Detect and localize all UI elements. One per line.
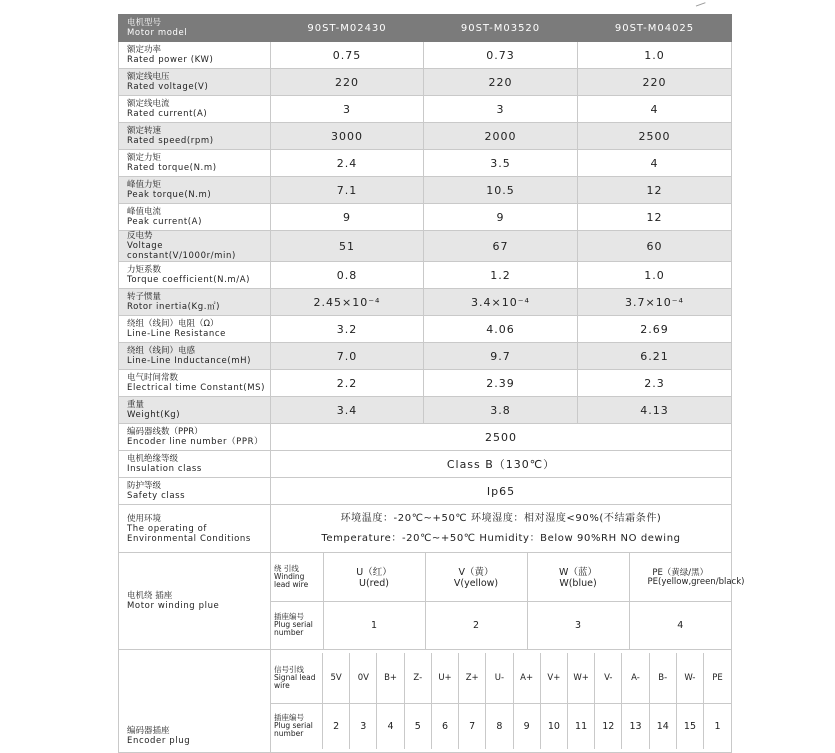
spec-row xyxy=(119,316,732,343)
winding-row xyxy=(119,553,732,650)
wire-pe xyxy=(629,553,745,601)
merged-row xyxy=(119,478,732,505)
header-row xyxy=(119,15,732,42)
spec-value: 3.4 xyxy=(271,397,424,424)
model-2-header: 90ST-M03520 xyxy=(424,15,578,42)
merged-row xyxy=(119,451,732,478)
spec-value: 7.0 xyxy=(271,343,424,370)
environment-value xyxy=(271,505,732,553)
encoder-plug-number: 6 xyxy=(431,703,458,749)
spec-label-en: Rated speed(rpm) xyxy=(127,136,214,146)
encoder-plug-number: 13 xyxy=(622,703,649,749)
encoder-cell xyxy=(271,650,732,753)
environment-label-en2: Environmental Conditions xyxy=(127,533,251,544)
spec-value: 220 xyxy=(424,69,578,96)
spec-label-zh: 额定线电流 xyxy=(127,99,170,109)
encoder-plug-row xyxy=(271,703,731,749)
spec-label-zh: 反电势 xyxy=(127,231,153,241)
winding-plug-row xyxy=(271,601,731,649)
encoder-row xyxy=(119,650,732,753)
spec-label xyxy=(119,289,271,316)
spec-value: 2.45×10⁻⁴ xyxy=(271,289,424,316)
encoder-table xyxy=(271,653,731,749)
environment-row xyxy=(119,505,732,553)
merged-label xyxy=(119,424,271,451)
winding-plug-label-en2: number xyxy=(274,628,304,638)
spec-label-en: Peak current(A) xyxy=(127,217,202,227)
spec-value: 2.2 xyxy=(271,370,424,397)
spec-label-zh: 额定力矩 xyxy=(127,153,162,163)
winding-wire-row xyxy=(271,553,731,601)
spec-label xyxy=(119,316,271,343)
spec-value: 3.7×10⁻⁴ xyxy=(578,289,732,316)
spec-row xyxy=(119,123,732,150)
environment-line-zh: 环境温度：-20℃~+50℃ 环境湿度：相对湿度<90%(不结霜条件) xyxy=(340,512,662,524)
wire-v-zh: V（黄） xyxy=(458,567,494,579)
winding-plug-label xyxy=(271,601,323,649)
spec-row xyxy=(119,177,732,204)
spec-label-en: Electrical time Constant(MS) xyxy=(127,383,266,393)
wire-label-zh: 绕 引线 xyxy=(274,563,299,573)
spec-label-en: Rated torque(N.m) xyxy=(127,163,217,173)
spec-table xyxy=(118,14,745,753)
spec-row xyxy=(119,96,732,123)
spec-label xyxy=(119,42,271,69)
signal-label-zh: 信号引线 xyxy=(274,664,304,674)
encoder-plug-number: 2 xyxy=(323,703,350,749)
winding-plug-4: 4 xyxy=(629,601,731,649)
merged-label xyxy=(119,451,271,478)
wire-pe-en: PE(yellow,green/black) xyxy=(647,577,745,588)
encoder-plug-number: 12 xyxy=(595,703,622,749)
spec-label-zh: 电气时间常数 xyxy=(127,373,179,383)
winding-table xyxy=(271,553,745,649)
encoder-signal: PE xyxy=(704,653,731,703)
corner-mark xyxy=(694,0,705,7)
merged-value: 2500 xyxy=(271,424,732,451)
header-label-en: Motor model xyxy=(127,28,188,38)
spec-label-zh: 重量 xyxy=(127,400,145,410)
merged-label-en: Insulation class xyxy=(127,464,202,474)
spec-value: 10.5 xyxy=(424,177,578,204)
merged-label-en: Encoder line number（PPR） xyxy=(127,437,264,447)
encoder-signal: W- xyxy=(676,653,703,703)
spec-value: 3.4×10⁻⁴ xyxy=(424,289,578,316)
signal-label-en1: Signal lead xyxy=(274,672,316,682)
spec-label-zh: 额定转速 xyxy=(127,126,162,136)
spec-label-en: Line-Line Resistance xyxy=(127,329,227,339)
spec-row xyxy=(119,150,732,177)
spec-label xyxy=(119,123,271,150)
spec-row xyxy=(119,204,732,231)
wire-w xyxy=(527,553,629,601)
spec-value: 51 xyxy=(271,231,424,262)
spec-value: 3.8 xyxy=(424,397,578,424)
encoder-signal: V- xyxy=(595,653,622,703)
spec-label-en: Rated power (KW) xyxy=(127,55,214,65)
merged-label-zh: 电机绝缘等级 xyxy=(127,454,179,464)
spec-label-zh: 转子惯量 xyxy=(127,292,162,302)
environment-label-zh: 使用环境 xyxy=(127,513,162,524)
spec-value: 2.69 xyxy=(578,316,732,343)
merged-label-en: Safety class xyxy=(127,491,186,501)
encoder-label-en: Encoder plug xyxy=(127,736,191,746)
encoder-signal: W+ xyxy=(567,653,594,703)
spec-label xyxy=(119,370,271,397)
spec-row xyxy=(119,231,732,262)
encoder-signal: B- xyxy=(649,653,676,703)
spec-value: 4 xyxy=(578,150,732,177)
spec-row xyxy=(119,397,732,424)
wire-label xyxy=(271,553,323,601)
spec-value: 3000 xyxy=(271,123,424,150)
spec-label xyxy=(119,343,271,370)
merged-row xyxy=(119,424,732,451)
spec-row xyxy=(119,289,732,316)
winding-plug-label-zh: 插座编号 xyxy=(274,612,304,622)
model-1-header: 90ST-M02430 xyxy=(271,15,424,42)
signal-label xyxy=(271,653,323,703)
merged-label xyxy=(119,478,271,505)
spec-label-zh: 峰值电流 xyxy=(127,207,162,217)
spec-value: 9.7 xyxy=(424,343,578,370)
spec-label-en: Rotor inertia(Kg.㎡) xyxy=(127,302,221,312)
spec-label-en: Rated current(A) xyxy=(127,109,208,119)
merged-label-zh: 编码器线数（PPR） xyxy=(127,427,203,437)
spec-value: 3.2 xyxy=(271,316,424,343)
spec-value: 7.1 xyxy=(271,177,424,204)
environment-line-en: Temperature：-20℃~+50℃ Humidity：Below 90%RH NO dewing xyxy=(321,532,681,544)
merged-value: Class B（130℃） xyxy=(271,451,732,478)
encoder-plug-number: 10 xyxy=(540,703,567,749)
spec-value: 6.21 xyxy=(578,343,732,370)
spec-row xyxy=(119,343,732,370)
encoder-plug-number: 7 xyxy=(459,703,486,749)
spec-value: 3 xyxy=(271,96,424,123)
spec-value: 12 xyxy=(578,177,732,204)
encoder-plug-number: 3 xyxy=(350,703,377,749)
spec-label xyxy=(119,231,271,262)
encoder-signal-row xyxy=(271,653,731,703)
encoder-signal: U- xyxy=(486,653,513,703)
winding-plug-1: 1 xyxy=(323,601,425,649)
wire-v xyxy=(425,553,527,601)
winding-plug-label-en1: Plug serial xyxy=(274,620,313,630)
encoder-signal: B+ xyxy=(377,653,404,703)
spec-value: 0.8 xyxy=(271,262,424,289)
winding-label-en: Motor winding plue xyxy=(127,601,220,611)
model-3-header: 90ST-M04025 xyxy=(578,15,732,42)
spec-value: 60 xyxy=(578,231,732,262)
encoder-plug-number: 9 xyxy=(513,703,540,749)
spec-row xyxy=(119,69,732,96)
spec-value: 2000 xyxy=(424,123,578,150)
spec-label-zh: 峰值力矩 xyxy=(127,180,162,190)
spec-label-en: Voltage constant(V/1000r/min) xyxy=(127,241,236,261)
header-label-cell xyxy=(119,15,271,42)
encoder-plug-number: 5 xyxy=(404,703,431,749)
spec-row xyxy=(119,42,732,69)
wire-w-en: W(blue) xyxy=(559,578,597,590)
spec-value: 2500 xyxy=(578,123,732,150)
encoder-signal: U+ xyxy=(431,653,458,703)
wire-v-en: V(yellow) xyxy=(453,578,499,590)
spec-value: 0.73 xyxy=(424,42,578,69)
spec-label-zh: 额定功率 xyxy=(127,45,162,55)
spec-value: 2.39 xyxy=(424,370,578,397)
environment-label xyxy=(119,505,271,553)
signal-label-en2: wire xyxy=(274,680,290,690)
spec-label xyxy=(119,69,271,96)
encoder-plug-label-en2: number xyxy=(274,729,304,739)
spec-label-en: Rated voltage(V) xyxy=(127,82,209,92)
encoder-signal: 5V xyxy=(323,653,350,703)
spec-label-zh: 绕组（线间）电阻（Ω） xyxy=(127,319,219,329)
encoder-signal: Z+ xyxy=(459,653,486,703)
winding-cell xyxy=(271,553,745,650)
encoder-signal: 0V xyxy=(350,653,377,703)
encoder-plug-label xyxy=(271,703,323,749)
encoder-signal: V+ xyxy=(540,653,567,703)
spec-row xyxy=(119,262,732,289)
wire-pe-zh: PE（黄绿/黑） xyxy=(652,568,709,579)
encoder-plug-number: 14 xyxy=(649,703,676,749)
winding-plug-3: 3 xyxy=(527,601,629,649)
spec-label xyxy=(119,96,271,123)
spec-label-en: Peak torque(N.m) xyxy=(127,190,212,200)
spec-value: 220 xyxy=(271,69,424,96)
encoder-plug-number: 1 xyxy=(704,703,731,749)
spec-value: 0.75 xyxy=(271,42,424,69)
encoder-plug-number: 15 xyxy=(676,703,703,749)
spec-value: 3.5 xyxy=(424,150,578,177)
spec-label xyxy=(119,177,271,204)
wire-w-zh: W（蓝） xyxy=(559,567,597,579)
spec-value: 2.4 xyxy=(271,150,424,177)
spec-label-en: Weight(Kg) xyxy=(127,410,181,420)
encoder-signal: A- xyxy=(622,653,649,703)
spec-label xyxy=(119,204,271,231)
motor-spec-sheet xyxy=(118,14,745,753)
encoder-label-zh: 编码器插座 xyxy=(127,726,170,736)
spec-value: 1.2 xyxy=(424,262,578,289)
encoder-plug-number: 8 xyxy=(486,703,513,749)
encoder-plug-number: 11 xyxy=(567,703,594,749)
spec-value: 4.13 xyxy=(578,397,732,424)
spec-row xyxy=(119,370,732,397)
winding-label-zh: 电机绕 插座 xyxy=(127,591,173,601)
wire-u xyxy=(323,553,425,601)
spec-value: 12 xyxy=(578,204,732,231)
spec-value: 4 xyxy=(578,96,732,123)
spec-value: 67 xyxy=(424,231,578,262)
spec-value: 9 xyxy=(424,204,578,231)
spec-label-en: Line-Line Inductance(mH) xyxy=(127,356,252,366)
spec-label-zh: 绕组（线间）电感 xyxy=(127,346,196,356)
wire-label-en2: lead wire xyxy=(274,579,309,589)
spec-value: 4.06 xyxy=(424,316,578,343)
header-label-zh: 电机型号 xyxy=(127,18,162,28)
spec-label xyxy=(119,150,271,177)
spec-value: 1.0 xyxy=(578,262,732,289)
spec-value: 1.0 xyxy=(578,42,732,69)
wire-u-en: U(red) xyxy=(359,578,389,590)
encoder-plug-label-zh: 插座编号 xyxy=(274,713,304,723)
spec-label xyxy=(119,397,271,424)
environment-label-en1: The operating of xyxy=(127,523,208,534)
spec-value: 3 xyxy=(424,96,578,123)
spec-value: 9 xyxy=(271,204,424,231)
spec-label-zh: 额定线电压 xyxy=(127,72,170,82)
wire-u-zh: U（红） xyxy=(356,567,392,579)
winding-plug-2: 2 xyxy=(425,601,527,649)
encoder-signal: Z- xyxy=(404,653,431,703)
merged-value: Ip65 xyxy=(271,478,732,505)
spec-value: 2.3 xyxy=(578,370,732,397)
spec-label-en: Torque coefficient(N.m/A) xyxy=(127,275,251,285)
encoder-signal: A+ xyxy=(513,653,540,703)
wire-label-en1: Winding xyxy=(274,571,305,581)
winding-label xyxy=(119,553,271,650)
encoder-label xyxy=(119,650,271,753)
spec-value: 220 xyxy=(578,69,732,96)
spec-label-zh: 力矩系数 xyxy=(127,265,162,275)
spec-label xyxy=(119,262,271,289)
encoder-plug-label-en1: Plug serial xyxy=(274,721,313,731)
encoder-plug-number: 4 xyxy=(377,703,404,749)
merged-label-zh: 防护等级 xyxy=(127,481,162,491)
